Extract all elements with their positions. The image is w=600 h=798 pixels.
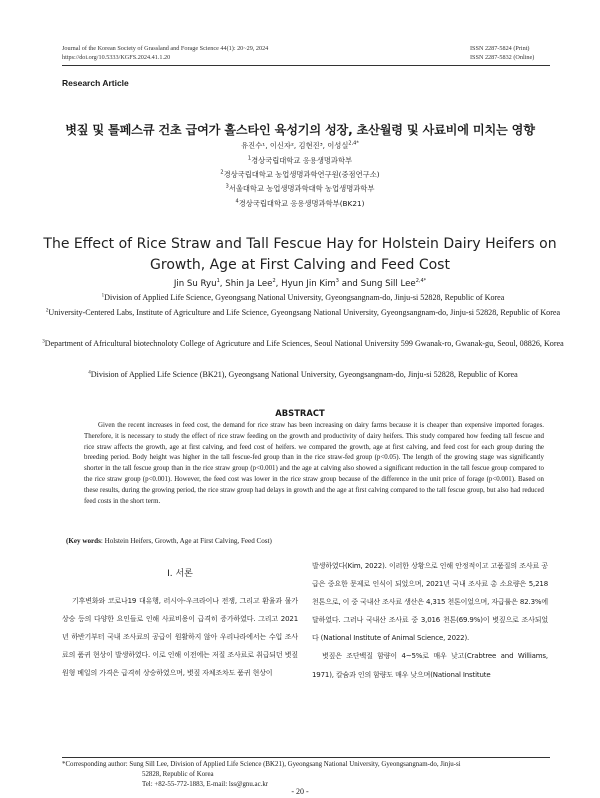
issn-online: ISSN 2287-5832 (Online)	[470, 53, 535, 61]
aff-text: 경상국립대학교 농업생명과학연구원(중점연구소)	[223, 170, 380, 179]
aff-sup: 4	[235, 198, 239, 205]
author-sup: 1	[216, 278, 220, 285]
aff-sup: 1	[101, 293, 105, 299]
korean-authors-text: 유진수¹, 이신자², 김현진³, 이성실	[241, 141, 349, 150]
english-authors: Jin Su Ryu$^1$, Shin Ja Lee$^2$, Hyun Jin Kim$^3$ and Sung Sill Lee$^{2,4*}$	[173, 278, 427, 289]
body-column-right	[312, 557, 548, 684]
korean-affiliation-2	[0, 170, 600, 180]
journal-header-right	[470, 45, 534, 62]
korean-authors-sup: 2,4*	[348, 140, 359, 147]
author-sup: 2,4*	[415, 278, 427, 285]
page-number: - 20 -	[291, 787, 309, 796]
aff-text: 경상국립대학교 응용생명과학부(BK21)	[238, 199, 365, 208]
author-name: Shin Ja Lee	[225, 279, 273, 289]
doi-link[interactable]: https://doi.org/10.5333/KGFS.2024.41.1.20	[62, 53, 171, 61]
aff-sup: 2	[220, 169, 224, 176]
abstract-body: Given the recent increases in feed cost, the demand for rice straw has been increasing on dairy farms because it is cheaper than expensive imported forages. Therefore, it is necessary to study the effect of rice straw feeding on the growth and productivity of dairy heifers. This study compared how feeding tall fescue and rice straw affects the growth, age at first calving, and feed cost of heifers. we compared the growth, age at first calving, and feed cost for each group during the breeding period. Body height was higher in the tall fescue-fed group than in the rice straw-fed group (p<0.05). The length of the growing stage was significantly shorter in the tall fescue group than in the rice straw group (p<0.001) and the age at calving also showed a significant reduction in the tall fescue group compared to the rice straw group (p<0.001). However, the feed cost was lower in the rice straw group because of the difference in the unit price of forage (p<0.001). Based on these results, during the growing period, the rice straw group had delays in growth and the age at first calving compared to the tall fescue group, but also had reduced feed costs in the short term.	[84, 422, 544, 505]
header-rule	[62, 65, 550, 66]
article-type-label: Research Article	[62, 78, 129, 88]
footnote-rule	[62, 757, 550, 758]
issn-print: ISSN 2287-5824 (Print)	[470, 45, 530, 52]
aff-sup: 1	[247, 155, 252, 162]
body-paragraph: 볏짚은 조단백질 함량이 4~5%로 매우 낮고(Crabtree and Williams, 1971), 칼슘과 인의 함량도 매우 낮으며(National Institute	[312, 652, 548, 679]
author-name: Hyun Jin Kim	[281, 279, 336, 289]
aff-text: 서울대학교 농업생명과학대학 농업생명과학부	[228, 184, 375, 193]
aff-sup: 3	[42, 339, 45, 345]
corr-line: *Corresponding author: Sung Sill Lee, Division of Applied Life Science (BK21), Gyeongsang National University, Gyeongsangnam-do, Jinju-si	[62, 761, 461, 768]
aff-text: Department of Africultural biotechnoloty College of Agricuture and Life Sciences, Seoul National University 599 Gwanak-ro, Gwanak-gu, Seoul, 08826, Korea	[44, 339, 564, 348]
aff-text: Division of Applied Life Science (BK21), Gyeongsang National University, Gyeongsangnam-do, Jinju-si 52828, Republic of Korea	[90, 370, 518, 379]
corresponding-author-note	[62, 760, 552, 789]
aff-sup: 4	[88, 370, 91, 376]
korean-affiliation-4	[0, 199, 600, 209]
english-title: The Effect of Rice Straw and Tall Fescue Hay for Holstein Dairy Heifers on Growth, Age at First Calving and Feed Cost	[43, 236, 557, 273]
body-paragraph: 발생하였다(Kim, 2022). 이러한 상황으로 인해 안정적이고 고품질의 조사료 공급은 중요한 문제로 인식이 되었으며, 2021년 국내 조사료 총 소요량은 5,218 천톤으로, 이 중 국내산 조사료 생산은 4,315 천톤이었으며, 자급률은 82.3%에 달하였다. 그러나 국내산 조사료 중 3,016 천톤(69.9%)이 볏짚으로 조사되었다 (National Institute of Animal Science, 2022).	[312, 562, 548, 643]
korean-authors	[0, 141, 600, 151]
english-affiliation-3	[40, 336, 566, 352]
aff-sup: 3	[225, 183, 229, 190]
body-column-left: 기후변화와 코로나19 대유행, 러시아-우크라이나 전쟁, 그리고 환율과 물가 상승 등의 다양한 요인들로 인해 사료비용이 급격히 증가하였다. 그리고 2021년 하반기부터 국내 조사료의 공급이 원활하지 않아 우리나라에서는 수입 조사료의 품귀 현상이 발생하였다. 이로 인해 이전에는 저질 조사료로 취급되던 볏짚 원형 베일의 가격은 급격히 상승하였으며, 볏짚 자체조차도 품귀 현상이	[62, 597, 298, 678]
author-sup: 2	[272, 278, 276, 285]
english-affiliation-1	[40, 290, 566, 306]
aff-text: Division of Applied Life Science, Gyeongsang National University, Gyeongsangnam-do, Jinju-si 52828, Republic of Korea	[104, 293, 505, 302]
journal-citation: Journal of the Korean Society of Grassland and Forage Science 44(1): 20~29, 2024	[62, 45, 269, 52]
section-heading-introduction: Ⅰ. 서론	[167, 569, 193, 579]
english-affiliation-4	[40, 367, 566, 383]
keywords-label: (Key words	[66, 537, 101, 545]
korean-title: 볏짚 및 톨페스큐 건초 급여가 홀스타인 육성기의 성장, 초산월령 및 사료비에 미치는 영향	[65, 123, 535, 137]
keywords	[66, 537, 272, 545]
author-sup: 3	[335, 278, 339, 285]
aff-text: University-Centered Labs, Institute of Agriculture and Life Science, Gyeongsang National University, Gyeongsangnam-do, Jinju-si 52828, Republic of Korea	[48, 308, 561, 317]
korean-affiliation-3	[0, 184, 600, 194]
english-affiliation-2	[40, 305, 566, 321]
abstract-heading: ABSTRACT	[275, 408, 325, 418]
author-name: Jin Su Ryu	[173, 279, 217, 289]
aff-sup: 2	[45, 308, 49, 314]
korean-affiliation-1	[0, 156, 600, 166]
author-name: Sung Sill Lee	[360, 279, 416, 289]
corr-contact: Tel: +82-55-772-1883, E-mail: lss@gnu.ac.kr	[142, 780, 269, 788]
keywords-text: : Holstein Heifers, Growth, Age at First Calving, Feed Cost)	[100, 537, 272, 545]
corr-line: 52828, Republic of Korea	[142, 770, 214, 778]
aff-text: 경상국립대학교 응용생명과학부	[251, 156, 353, 165]
journal-header-left	[62, 45, 268, 62]
